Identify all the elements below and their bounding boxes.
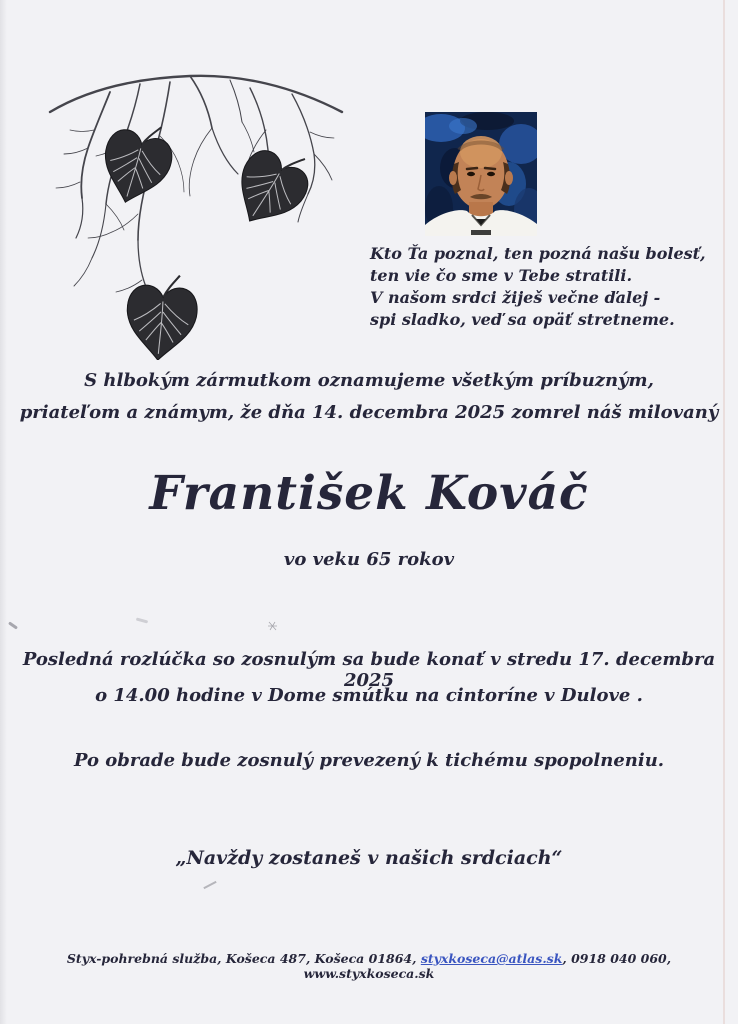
funeral-service-footer (0, 951, 738, 981)
poem-line: ten vie čo sme v Tebe stratili. (370, 266, 633, 285)
scan-speck (8, 621, 18, 629)
announcement-line-2: priateľom a známym, že dňa 14. decembra 2025 zomrel náš milovaný (19, 402, 719, 423)
scan-speck (136, 617, 148, 623)
scan-speck (268, 616, 277, 626)
farewell-quote: „Navždy zostaneš v našich srdciach“ (175, 847, 563, 869)
poem-line: V našom srdci žiješ večne ďalej - (370, 288, 661, 307)
funeral-details-line-2: o 14.00 hodine v Dome smútku na cintoríne v Dulove . (95, 685, 643, 706)
scan-speck (203, 881, 216, 889)
funeral-details-line-1: Posledná rozlúčka so zosnulým sa bude konať v stredu 17. decembra 2025 (22, 649, 716, 691)
linden-branch-icon (48, 50, 344, 360)
branch-leaves-illustration (48, 50, 344, 360)
deceased-photo (425, 112, 537, 236)
portrait-photo-icon (425, 112, 537, 236)
poem-line: Kto Ťa poznal, ten pozná našu bolesť, (370, 244, 706, 263)
footer-text-suffix: , 0918 040 060, www.styxkoseca.sk (303, 951, 672, 981)
announcement-line-1: S hlbokým zármutkom oznamujeme všetkým príbuzným, (84, 370, 654, 391)
poem-line: spi sladko, veď sa opäť stretneme. (370, 310, 675, 329)
scan-edge-line (723, 0, 725, 1024)
memorial-poem (370, 243, 706, 331)
deceased-age: vo veku 65 rokov (283, 549, 455, 570)
scan-edge-shadow (0, 0, 7, 1024)
footer-text-prefix: Styx-pohrebná služba, Košeca 487, Košeca 01864, (66, 951, 421, 966)
deceased-name: František Kováč (149, 466, 589, 521)
cremation-notice: Po obrade bude zosnulý prevezený k tichému spopolneniu. (73, 750, 665, 771)
email-link[interactable]: styxkoseca@atlas.sk (420, 951, 563, 966)
linden-leaf-icon (221, 134, 321, 239)
